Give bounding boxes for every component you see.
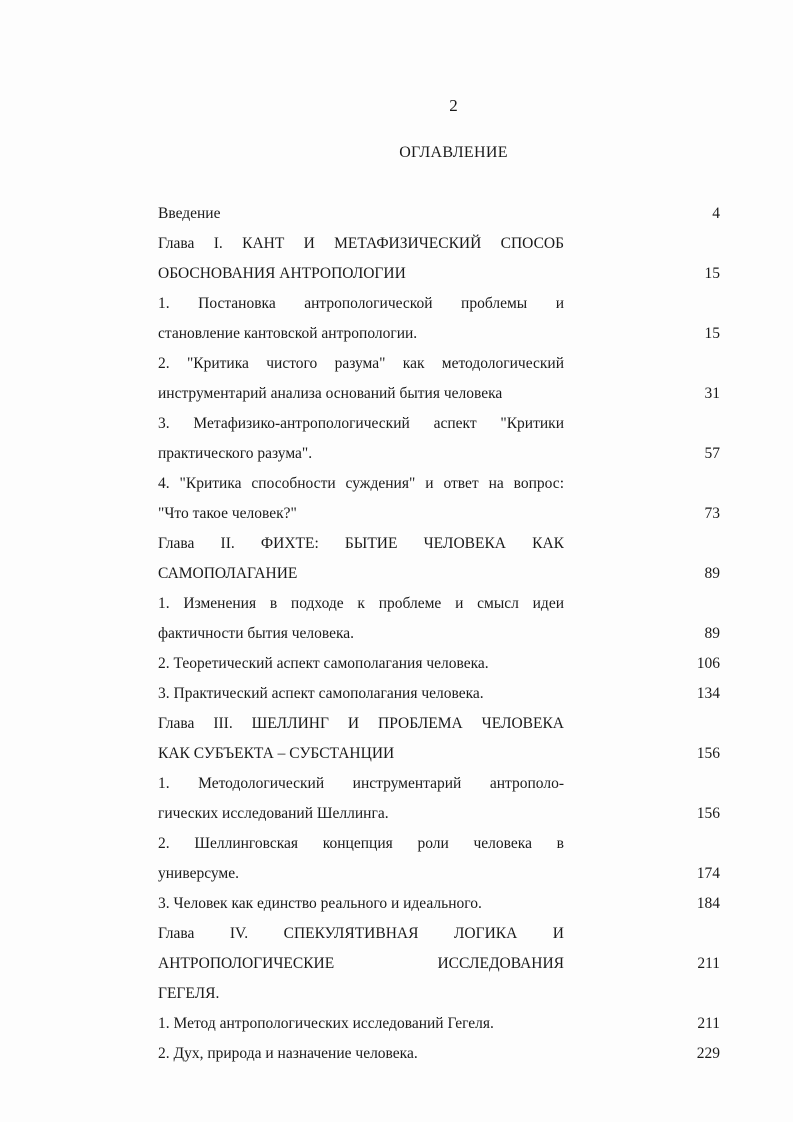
toc-entry-line [158,799,720,829]
toc-entry [158,409,720,469]
toc-entry-line [158,589,720,619]
toc-entry-text: 1. Постановка антропологической проблемы и [158,295,564,312]
toc-entry-text: Глава II. ФИХТЕ: БЫТИЕ ЧЕЛОВЕКА КАК [158,535,564,552]
toc-entry-text: 3. Человек как единство реального и идеального. [158,895,482,912]
toc-entry-text: гических исследований Шеллинга. [158,805,389,822]
toc-entry-text: САМОПОЛАГАНИЕ [158,565,298,582]
toc-entry-text: 1. Метод антропологических исследований Гегеля. [158,1015,494,1032]
toc-entry-line [158,739,720,769]
toc-entry [158,229,720,289]
toc-entry-text: КАК СУБЪЕКТА – СУБСТАНЦИИ [158,745,395,762]
toc-entry [158,769,720,829]
toc-entry-text: 4. "Критика способности суждения" и ответ на вопрос: [158,475,564,492]
toc-entry-line [158,529,720,559]
toc-entry-page: 174 [696,865,720,882]
toc-entry-text: универсуме. [158,865,239,882]
toc-entry-page: 229 [696,1045,720,1062]
toc-entry-text: Глава IV. СПЕКУЛЯТИВНАЯ ЛОГИКА И [158,925,564,942]
toc-entry [158,349,720,409]
toc-entry-text: 1. Изменения в подходе к проблеме и смысл идеи [158,595,564,612]
toc-entry-page: 4 [712,205,720,222]
toc-entry [158,919,720,1009]
toc-entry-text: практического разума". [158,445,313,462]
toc-entry-page: 57 [704,445,720,462]
toc-entry-line [158,769,720,799]
toc-entry-text: 2. Дух, природа и назначение человека. [158,1045,418,1062]
table-of-contents [158,199,720,1069]
toc-entry-page: 106 [696,655,720,672]
toc-entry-text: 2. Теоретический аспект самополагания человека. [158,655,489,672]
toc-entry-text: 3. Практический аспект самополагания человека. [158,685,484,702]
toc-entry-line [158,259,720,289]
toc-entry-text: 3. Метафизико-антропологический аспект "Критики [158,415,564,432]
toc-title: ОГЛАВЛЕНИЕ [399,144,508,161]
toc-entry-line [158,1039,720,1069]
toc-entry-text: 2. "Критика чистого разума" как методологический [158,355,564,372]
toc-entry-page: 184 [696,895,720,912]
toc-entry-text: ОБОСНОВАНИЯ АНТРОПОЛОГИИ [158,265,406,282]
toc-entry [158,469,720,529]
toc-entry [158,529,720,589]
toc-entry-page: 15 [704,265,720,282]
toc-entry-text: ГЕГЕЛЯ. [158,985,220,1002]
toc-entry-page: 156 [696,805,720,822]
toc-entry-line [158,709,720,739]
toc-entry-line [158,889,720,919]
toc-entry-text: Глава I. КАНТ И МЕТАФИЗИЧЕСКИЙ СПОСОБ [158,235,564,252]
toc-entry-line [158,229,720,259]
toc-entry [158,199,720,229]
toc-entry-line [158,979,720,1009]
toc-entry-line [158,949,720,979]
toc-entry-text: АНТРОПОЛОГИЧЕСКИЕ ИССЛЕДОВАНИЯ [158,955,564,972]
toc-entry-line [158,619,720,649]
toc-entry-line [158,559,720,589]
toc-entry-text: инструментарий анализа оснований бытия человека [158,385,503,402]
toc-entry-page: 31 [704,385,720,402]
toc-entry-line [158,199,720,229]
toc-entry-page: 211 [697,1015,720,1032]
toc-entry-line [158,859,720,889]
toc-entry-text: 1. Методологический инструментарий антрополо- [158,775,564,792]
toc-entry [158,1009,720,1039]
toc-entry [158,679,720,709]
toc-entry-page: 89 [704,565,720,582]
toc-entry [158,829,720,889]
toc-entry-text: становление кантовской антропологии. [158,325,418,342]
toc-entry-page: 134 [696,685,720,702]
toc-entry-text: 2. Шеллинговская концепция роли человека в [158,835,564,852]
page-number: 2 [449,96,458,115]
toc-entry-text: фактичности бытия человека. [158,625,355,642]
toc-entry-line [158,289,720,319]
toc-entry-text: Глава III. ШЕЛЛИНГ И ПРОБЛЕМА ЧЕЛОВЕКА [158,715,564,732]
toc-entry-text: Введение [158,205,221,222]
toc-entry-line [158,319,720,349]
toc-entry [158,649,720,679]
toc-entry-line [158,469,720,499]
toc-entry-line [158,499,720,529]
toc-entry-page: 156 [696,745,720,762]
toc-entry-line [158,349,720,379]
toc-entry-page: 73 [704,505,720,522]
toc-entry-text: "Что такое человек?" [158,505,297,522]
toc-entry-page: 211 [697,955,720,972]
toc-entry [158,889,720,919]
toc-entry-line [158,919,720,949]
toc-entry [158,709,720,769]
toc-entry-page: 89 [704,625,720,642]
toc-entry-line [158,679,720,709]
toc-entry-line [158,649,720,679]
toc-entry [158,589,720,649]
toc-entry-line [158,379,720,409]
toc-entry-line [158,439,720,469]
toc-entry-page: 15 [704,325,720,342]
toc-entry [158,1039,720,1069]
toc-entry-line [158,409,720,439]
toc-entry-line [158,829,720,859]
toc-entry-line [158,1009,720,1039]
toc-entry [158,289,720,349]
